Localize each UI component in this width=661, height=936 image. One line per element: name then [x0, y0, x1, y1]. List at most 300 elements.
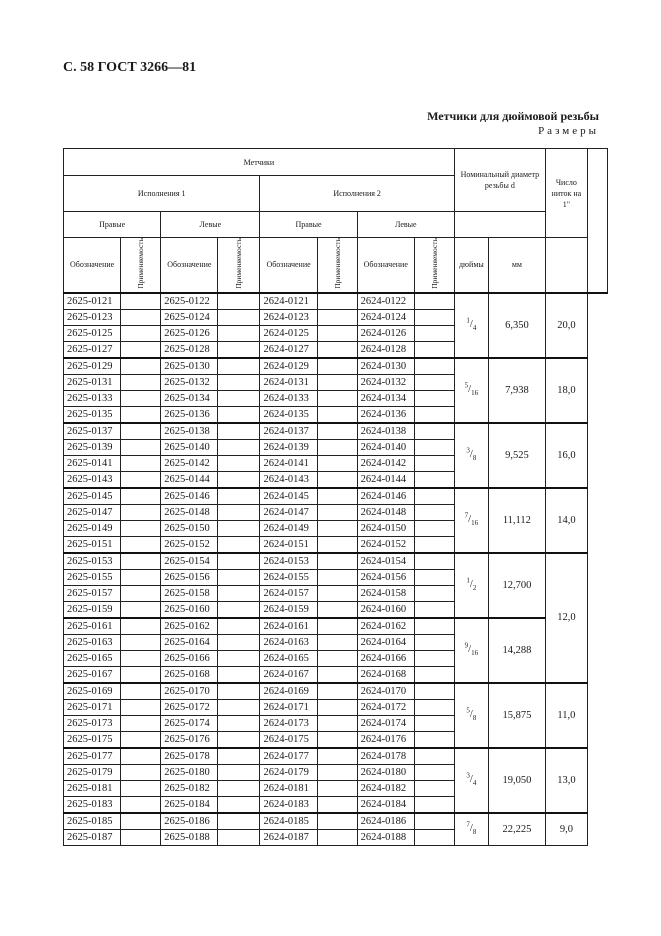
v2-right-designation: 2624-0143: [260, 471, 317, 488]
taps-table: [63, 148, 608, 846]
header-applicability: Применяемость: [317, 238, 357, 293]
v2-right-designation: 2624-0179: [260, 764, 317, 780]
v2-right-applicability: [317, 488, 357, 505]
threads-per-inch: 14,0: [545, 488, 587, 553]
v1-left-applicability: [218, 731, 260, 748]
v1-left-designation: 2625-0154: [161, 553, 218, 570]
v1-right-applicability: [121, 439, 161, 455]
v2-left-applicability: [414, 618, 454, 635]
v2-right-applicability: [317, 471, 357, 488]
page-header: С. 58 ГОСТ 3266—81: [63, 60, 197, 75]
v1-left-designation: 2625-0132: [161, 374, 218, 390]
v1-right-applicability: [121, 406, 161, 423]
v1-right-applicability: [121, 390, 161, 406]
table-title: Метчики для дюймовой резьбы: [427, 109, 599, 123]
v2-left-applicability: [414, 309, 454, 325]
v1-left-designation: 2625-0138: [161, 423, 218, 440]
v1-right-designation: 2625-0165: [64, 650, 121, 666]
v1-left-applicability: [218, 325, 260, 341]
v2-right-applicability: [317, 813, 357, 830]
v1-left-designation: 2625-0142: [161, 455, 218, 471]
v2-right-designation: 2624-0151: [260, 536, 317, 553]
v1-right-applicability: [121, 553, 161, 570]
mm-size: 6,350: [488, 293, 545, 358]
v1-left-designation: 2625-0180: [161, 764, 218, 780]
v1-right-designation: 2625-0131: [64, 374, 121, 390]
v1-left-designation: 2625-0178: [161, 748, 218, 765]
v2-left-applicability: [414, 293, 454, 310]
v1-right-applicability: [121, 650, 161, 666]
v1-right-designation: 2625-0187: [64, 829, 121, 845]
v1-right-designation: 2625-0139: [64, 439, 121, 455]
v2-left-applicability: [414, 634, 454, 650]
v2-right-designation: 2624-0133: [260, 390, 317, 406]
v1-right-applicability: [121, 715, 161, 731]
v1-left-applicability: [218, 439, 260, 455]
v2-right-applicability: [317, 504, 357, 520]
v1-right-applicability: [121, 374, 161, 390]
v2-left-applicability: [414, 341, 454, 358]
v2-right-applicability: [317, 309, 357, 325]
v2-left-applicability: [414, 358, 454, 375]
v1-right-designation: 2625-0163: [64, 634, 121, 650]
inch-numerator: 3: [466, 771, 470, 780]
inch-numerator: 3: [466, 446, 470, 455]
inch-size: $^1/_4$: [454, 293, 488, 358]
v1-right-applicability: [121, 309, 161, 325]
v1-left-designation: 2625-0124: [161, 309, 218, 325]
inch-denominator: 16: [471, 389, 479, 398]
v2-left-designation: 2624-0166: [357, 650, 414, 666]
v1-right-applicability: [121, 764, 161, 780]
v1-right-designation: 2625-0157: [64, 585, 121, 601]
header-nominal-diameter: Номинальный диаметр резьбы d: [454, 149, 545, 212]
v2-left-applicability: [414, 325, 454, 341]
v1-right-applicability: [121, 488, 161, 505]
v2-right-applicability: [317, 731, 357, 748]
header-inch: дюймы: [454, 238, 488, 293]
inch-numerator: 5: [464, 381, 469, 390]
table-row: [64, 683, 608, 700]
threads-per-inch: 13,0: [545, 748, 587, 813]
v2-right-designation: 2624-0149: [260, 520, 317, 536]
v2-left-designation: 2624-0144: [357, 471, 414, 488]
v2-right-designation: 2624-0141: [260, 455, 317, 471]
v1-left-designation: 2625-0156: [161, 569, 218, 585]
v1-right-applicability: [121, 341, 161, 358]
v2-left-designation: 2624-0168: [357, 666, 414, 683]
v1-right-applicability: [121, 796, 161, 813]
inch-denominator: 4: [472, 324, 477, 333]
v2-left-designation: 2624-0128: [357, 341, 414, 358]
header-designation: Обозначение: [357, 238, 414, 293]
v1-left-applicability: [218, 601, 260, 618]
v2-left-applicability: [414, 423, 454, 440]
v2-right-designation: 2624-0181: [260, 780, 317, 796]
v1-right-applicability: [121, 569, 161, 585]
v1-left-designation: 2625-0168: [161, 666, 218, 683]
threads-per-inch: 11,0: [545, 683, 587, 748]
v1-left-designation: 2625-0128: [161, 341, 218, 358]
v2-right-applicability: [317, 585, 357, 601]
v2-left-designation: 2624-0172: [357, 699, 414, 715]
v2-right-applicability: [317, 666, 357, 683]
v1-right-applicability: [121, 358, 161, 375]
v1-right-designation: 2625-0185: [64, 813, 121, 830]
v1-right-designation: 2625-0127: [64, 341, 121, 358]
v1-right-designation: 2625-0175: [64, 731, 121, 748]
v1-left-applicability: [218, 309, 260, 325]
v1-left-designation: 2625-0174: [161, 715, 218, 731]
v1-left-designation: 2625-0148: [161, 504, 218, 520]
v1-left-applicability: [218, 374, 260, 390]
v1-left-applicability: [218, 813, 260, 830]
v2-left-applicability: [414, 650, 454, 666]
v2-right-applicability: [317, 796, 357, 813]
v1-right-designation: 2625-0179: [64, 764, 121, 780]
v2-right-designation: 2624-0159: [260, 601, 317, 618]
inch-denominator: 16: [471, 649, 479, 658]
v1-left-applicability: [218, 553, 260, 570]
v1-right-applicability: [121, 699, 161, 715]
mm-size: 15,875: [488, 683, 545, 748]
v1-left-designation: 2625-0162: [161, 618, 218, 635]
v1-left-designation: 2625-0136: [161, 406, 218, 423]
v1-left-designation: 2625-0150: [161, 520, 218, 536]
v2-left-applicability: [414, 488, 454, 505]
v1-right-applicability: [121, 780, 161, 796]
v1-right-applicability: [121, 585, 161, 601]
header-v2-right: Правые: [260, 212, 357, 238]
v2-left-designation: 2624-0184: [357, 796, 414, 813]
mm-size: 14,288: [488, 618, 545, 683]
v2-right-designation: 2624-0175: [260, 731, 317, 748]
v1-right-applicability: [121, 829, 161, 845]
v1-left-applicability: [218, 748, 260, 765]
v2-right-designation: 2624-0127: [260, 341, 317, 358]
inch-denominator: 16: [471, 519, 479, 528]
v1-right-applicability: [121, 293, 161, 310]
v1-left-designation: 2625-0184: [161, 796, 218, 813]
mm-size: 12,700: [488, 553, 545, 618]
v2-right-designation: 2624-0165: [260, 650, 317, 666]
v1-right-applicability: [121, 731, 161, 748]
v2-right-applicability: [317, 683, 357, 700]
v1-left-applicability: [218, 293, 260, 310]
header-applicability: Применяемость: [121, 238, 161, 293]
v2-right-designation: 2624-0135: [260, 406, 317, 423]
v2-left-applicability: [414, 553, 454, 570]
v2-right-designation: 2624-0125: [260, 325, 317, 341]
v2-left-applicability: [414, 666, 454, 683]
inch-denominator: 4: [472, 779, 477, 788]
v1-right-designation: 2625-0133: [64, 390, 121, 406]
v2-right-designation: 2624-0157: [260, 585, 317, 601]
v2-right-designation: 2624-0155: [260, 569, 317, 585]
threads-per-inch: 9,0: [545, 813, 587, 846]
v1-left-designation: 2625-0166: [161, 650, 218, 666]
v1-left-designation: 2625-0172: [161, 699, 218, 715]
v2-right-designation: 2624-0173: [260, 715, 317, 731]
threads-per-inch: 16,0: [545, 423, 587, 488]
v1-left-applicability: [218, 585, 260, 601]
v2-left-designation: 2624-0126: [357, 325, 414, 341]
v2-left-designation: 2624-0162: [357, 618, 414, 635]
table-row: [64, 423, 608, 440]
v1-right-applicability: [121, 601, 161, 618]
v2-left-designation: 2624-0188: [357, 829, 414, 845]
v2-right-designation: 2624-0145: [260, 488, 317, 505]
v1-left-designation: 2625-0160: [161, 601, 218, 618]
table-body: [64, 293, 608, 846]
v1-left-applicability: [218, 796, 260, 813]
header-v2-left: Левые: [357, 212, 454, 238]
v1-right-applicability: [121, 618, 161, 635]
v1-right-designation: 2625-0167: [64, 666, 121, 683]
table-row: [64, 293, 608, 310]
v2-left-applicability: [414, 585, 454, 601]
v1-right-designation: 2625-0151: [64, 536, 121, 553]
header-tpi-spacer: [545, 238, 587, 293]
v2-left-designation: 2624-0156: [357, 569, 414, 585]
v1-right-designation: 2625-0173: [64, 715, 121, 731]
header-blank: [587, 149, 607, 293]
v1-right-designation: 2625-0161: [64, 618, 121, 635]
v2-right-applicability: [317, 423, 357, 440]
v1-left-applicability: [218, 829, 260, 845]
inch-size: $^9/_{16}$: [454, 618, 488, 683]
v1-right-applicability: [121, 325, 161, 341]
v2-left-designation: 2624-0160: [357, 601, 414, 618]
v2-right-applicability: [317, 293, 357, 310]
v2-right-designation: 2624-0123: [260, 309, 317, 325]
v2-right-designation: 2624-0147: [260, 504, 317, 520]
v2-left-applicability: [414, 536, 454, 553]
v1-left-applicability: [218, 618, 260, 635]
v2-left-applicability: [414, 520, 454, 536]
v1-right-designation: 2625-0169: [64, 683, 121, 700]
v1-left-applicability: [218, 488, 260, 505]
v1-left-applicability: [218, 406, 260, 423]
mm-size: 19,050: [488, 748, 545, 813]
v2-left-applicability: [414, 813, 454, 830]
header-version-2: Исполнения 2: [260, 176, 454, 212]
v2-left-designation: 2624-0136: [357, 406, 414, 423]
v2-left-applicability: [414, 504, 454, 520]
v2-right-designation: 2624-0167: [260, 666, 317, 683]
v1-right-applicability: [121, 504, 161, 520]
v2-right-designation: 2624-0163: [260, 634, 317, 650]
header-taps: Метчики: [64, 149, 455, 176]
v1-right-applicability: [121, 536, 161, 553]
v2-right-designation: 2624-0129: [260, 358, 317, 375]
header-applicability: Применяемость: [414, 238, 454, 293]
inch-size: $^7/_{16}$: [454, 488, 488, 553]
header-applicability: Применяемость: [218, 238, 260, 293]
v1-left-designation: 2625-0146: [161, 488, 218, 505]
header-version-1: Исполнения 1: [64, 176, 260, 212]
v1-right-designation: 2625-0155: [64, 569, 121, 585]
v1-left-applicability: [218, 683, 260, 700]
inch-numerator: 5: [466, 706, 470, 715]
v1-right-designation: 2625-0129: [64, 358, 121, 375]
v2-right-designation: 2624-0187: [260, 829, 317, 845]
v1-right-applicability: [121, 666, 161, 683]
inch-numerator: 1: [466, 316, 470, 325]
inch-denominator: 8: [472, 454, 477, 463]
inch-size: $^1/_2$: [454, 553, 488, 618]
v2-left-applicability: [414, 829, 454, 845]
v2-right-applicability: [317, 780, 357, 796]
v2-right-applicability: [317, 439, 357, 455]
v2-left-designation: 2624-0158: [357, 585, 414, 601]
v2-left-applicability: [414, 780, 454, 796]
inch-numerator: 9: [464, 641, 469, 650]
blank-column: [587, 293, 607, 846]
v2-left-designation: 2624-0178: [357, 748, 414, 765]
v2-left-applicability: [414, 683, 454, 700]
threads-per-inch: 18,0: [545, 358, 587, 423]
v1-left-applicability: [218, 666, 260, 683]
v2-right-applicability: [317, 520, 357, 536]
v2-left-applicability: [414, 406, 454, 423]
v1-right-designation: 2625-0137: [64, 423, 121, 440]
header-designation: Обозначение: [161, 238, 218, 293]
inch-numerator: 7: [466, 820, 470, 829]
v2-right-applicability: [317, 390, 357, 406]
v2-left-designation: 2624-0152: [357, 536, 414, 553]
inch-denominator: 8: [472, 714, 477, 723]
v2-left-designation: 2624-0154: [357, 553, 414, 570]
v1-right-applicability: [121, 455, 161, 471]
v2-right-designation: 2624-0183: [260, 796, 317, 813]
v1-right-designation: 2625-0143: [64, 471, 121, 488]
v2-right-applicability: [317, 764, 357, 780]
v1-right-applicability: [121, 520, 161, 536]
v1-left-applicability: [218, 504, 260, 520]
v2-left-applicability: [414, 748, 454, 765]
v2-left-applicability: [414, 764, 454, 780]
v1-right-applicability: [121, 423, 161, 440]
v1-left-applicability: [218, 764, 260, 780]
v2-right-applicability: [317, 748, 357, 765]
header-v1-right: Правые: [64, 212, 161, 238]
v2-right-designation: 2624-0121: [260, 293, 317, 310]
v1-left-designation: 2625-0186: [161, 813, 218, 830]
v2-right-applicability: [317, 358, 357, 375]
v2-left-applicability: [414, 569, 454, 585]
v1-left-applicability: [218, 780, 260, 796]
v2-left-designation: 2624-0134: [357, 390, 414, 406]
v1-left-designation: 2625-0144: [161, 471, 218, 488]
v2-right-applicability: [317, 601, 357, 618]
v2-left-designation: 2624-0164: [357, 634, 414, 650]
v1-right-designation: 2625-0123: [64, 309, 121, 325]
v2-right-applicability: [317, 374, 357, 390]
header-v1-left: Левые: [161, 212, 260, 238]
v2-right-applicability: [317, 618, 357, 635]
v1-left-applicability: [218, 423, 260, 440]
v2-right-applicability: [317, 829, 357, 845]
v1-left-designation: 2625-0130: [161, 358, 218, 375]
v2-left-applicability: [414, 439, 454, 455]
table-subtitle: Размеры: [538, 125, 599, 137]
v1-right-designation: 2625-0121: [64, 293, 121, 310]
v2-right-applicability: [317, 715, 357, 731]
v1-left-applicability: [218, 471, 260, 488]
v2-right-applicability: [317, 634, 357, 650]
v1-left-applicability: [218, 569, 260, 585]
v2-right-applicability: [317, 536, 357, 553]
v1-left-applicability: [218, 715, 260, 731]
v1-right-designation: 2625-0135: [64, 406, 121, 423]
header-threads-per-inch: Число ниток на 1": [545, 149, 587, 238]
inch-size: $^3/_4$: [454, 748, 488, 813]
v1-left-applicability: [218, 390, 260, 406]
v1-right-applicability: [121, 813, 161, 830]
table-row: [64, 813, 608, 830]
mm-size: 11,112: [488, 488, 545, 553]
inch-denominator: 8: [472, 828, 477, 837]
header-mm: мм: [488, 238, 545, 293]
inch-numerator: 7: [464, 511, 469, 520]
v2-right-applicability: [317, 455, 357, 471]
v1-left-designation: 2625-0140: [161, 439, 218, 455]
inch-size: $^7/_8$: [454, 813, 488, 846]
v1-left-applicability: [218, 699, 260, 715]
v2-right-designation: 2624-0137: [260, 423, 317, 440]
v2-left-designation: 2624-0138: [357, 423, 414, 440]
v2-left-designation: 2624-0142: [357, 455, 414, 471]
v1-right-designation: 2625-0125: [64, 325, 121, 341]
table-row: [64, 553, 608, 570]
v2-right-designation: 2624-0139: [260, 439, 317, 455]
v2-left-applicability: [414, 601, 454, 618]
v1-left-designation: 2625-0134: [161, 390, 218, 406]
v2-left-applicability: [414, 699, 454, 715]
header-designation: Обозначение: [260, 238, 317, 293]
mm-size: 9,525: [488, 423, 545, 488]
v2-left-designation: 2624-0124: [357, 309, 414, 325]
v1-right-designation: 2625-0171: [64, 699, 121, 715]
v2-right-applicability: [317, 699, 357, 715]
v1-left-designation: 2625-0170: [161, 683, 218, 700]
v1-left-applicability: [218, 536, 260, 553]
inch-size: $^5/_{16}$: [454, 358, 488, 423]
v2-left-designation: 2624-0182: [357, 780, 414, 796]
v2-right-designation: 2624-0171: [260, 699, 317, 715]
v2-left-designation: 2624-0170: [357, 683, 414, 700]
v2-right-applicability: [317, 553, 357, 570]
v2-left-applicability: [414, 715, 454, 731]
v2-right-designation: 2624-0177: [260, 748, 317, 765]
v2-right-designation: 2624-0169: [260, 683, 317, 700]
v2-right-applicability: [317, 650, 357, 666]
v1-right-designation: 2625-0181: [64, 780, 121, 796]
v1-left-designation: 2625-0164: [161, 634, 218, 650]
v1-right-designation: 2625-0147: [64, 504, 121, 520]
v1-left-designation: 2625-0182: [161, 780, 218, 796]
v1-left-designation: 2625-0188: [161, 829, 218, 845]
v1-left-designation: 2625-0158: [161, 585, 218, 601]
v2-left-designation: 2624-0130: [357, 358, 414, 375]
v2-left-applicability: [414, 471, 454, 488]
inch-size: $^5/_8$: [454, 683, 488, 748]
v1-right-applicability: [121, 748, 161, 765]
threads-per-inch: 12,0: [545, 553, 587, 683]
v1-left-designation: 2625-0126: [161, 325, 218, 341]
v1-left-designation: 2625-0152: [161, 536, 218, 553]
